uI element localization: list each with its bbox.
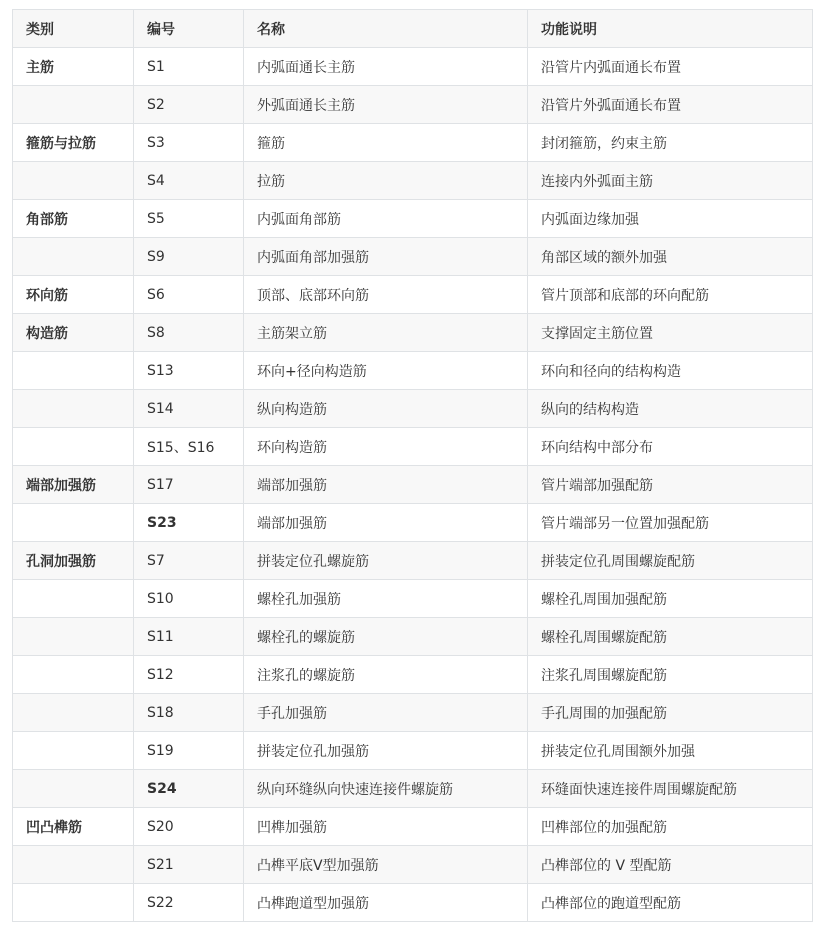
code-cell: S15、S16: [134, 428, 244, 466]
table-row: [13, 694, 813, 732]
name-cell: 环向+径向构造筋: [244, 352, 528, 390]
category-cell: 箍筋与拉筋: [13, 124, 134, 162]
description-cell: 连接内外弧面主筋: [528, 162, 813, 200]
table-row: [13, 884, 813, 922]
table-row: [13, 732, 813, 770]
description-cell: 螺栓孔周围螺旋配筋: [528, 618, 813, 656]
table-row: [13, 770, 813, 808]
name-cell: 注浆孔的螺旋筋: [244, 656, 528, 694]
name-cell: 内弧面角部筋: [244, 200, 528, 238]
code-cell: S14: [134, 390, 244, 428]
table-row: [13, 466, 813, 504]
name-cell: 凸榫平底V型加强筋: [244, 846, 528, 884]
name-cell: 端部加强筋: [244, 504, 528, 542]
description-cell: 管片端部加强配筋: [528, 466, 813, 504]
name-cell: 螺栓孔的螺旋筋: [244, 618, 528, 656]
description-cell: 注浆孔周围螺旋配筋: [528, 656, 813, 694]
category-cell: [13, 580, 134, 618]
description-cell: 封闭箍筋，约束主筋: [528, 124, 813, 162]
name-cell: 纵向环缝纵向快速连接件螺旋筋: [244, 770, 528, 808]
category-cell: [13, 504, 134, 542]
category-cell: [13, 162, 134, 200]
name-cell: 拼装定位孔螺旋筋: [244, 542, 528, 580]
header-name: 名称: [244, 10, 528, 48]
name-cell: 内弧面通长主筋: [244, 48, 528, 86]
code-cell: S5: [134, 200, 244, 238]
code-cell: S2: [134, 86, 244, 124]
code-cell: S13: [134, 352, 244, 390]
code-cell: S21: [134, 846, 244, 884]
table-header: [13, 10, 813, 48]
code-cell: S18: [134, 694, 244, 732]
name-cell: 主筋架立筋: [244, 314, 528, 352]
name-cell: 手孔加强筋: [244, 694, 528, 732]
table-row: [13, 276, 813, 314]
category-cell: [13, 884, 134, 922]
category-cell: [13, 428, 134, 466]
table-row: [13, 314, 813, 352]
category-cell: [13, 770, 134, 808]
description-cell: 角部区域的额外加强: [528, 238, 813, 276]
category-cell: [13, 86, 134, 124]
name-cell: 螺栓孔加强筋: [244, 580, 528, 618]
description-cell: 内弧面边缘加强: [528, 200, 813, 238]
code-cell: S3: [134, 124, 244, 162]
code-cell: S4: [134, 162, 244, 200]
table-row: [13, 162, 813, 200]
name-cell: 凸榫跑道型加强筋: [244, 884, 528, 922]
description-cell: 环向结构中部分布: [528, 428, 813, 466]
code-cell: S10: [134, 580, 244, 618]
table-row: [13, 618, 813, 656]
category-cell: 构造筋: [13, 314, 134, 352]
rebar-table-container: [12, 9, 812, 922]
description-cell: 凸榫部位的 V 型配筋: [528, 846, 813, 884]
category-cell: 端部加强筋: [13, 466, 134, 504]
name-cell: 凹榫加强筋: [244, 808, 528, 846]
code-cell: S23: [134, 504, 244, 542]
category-cell: 角部筋: [13, 200, 134, 238]
category-cell: [13, 846, 134, 884]
code-cell: S12: [134, 656, 244, 694]
table-row: [13, 846, 813, 884]
description-cell: 手孔周围的加强配筋: [528, 694, 813, 732]
table-row: [13, 580, 813, 618]
description-cell: 环缝面快速连接件周围螺旋配筋: [528, 770, 813, 808]
name-cell: 箍筋: [244, 124, 528, 162]
description-cell: 沿管片内弧面通长布置: [528, 48, 813, 86]
code-cell: S11: [134, 618, 244, 656]
description-cell: 管片顶部和底部的环向配筋: [528, 276, 813, 314]
header-category: 类别: [13, 10, 134, 48]
code-cell: S1: [134, 48, 244, 86]
rebar-classification-table: [12, 9, 813, 922]
category-cell: [13, 656, 134, 694]
category-cell: 孔洞加强筋: [13, 542, 134, 580]
code-cell: S20: [134, 808, 244, 846]
code-cell: S17: [134, 466, 244, 504]
code-cell: S7: [134, 542, 244, 580]
name-cell: 外弧面通长主筋: [244, 86, 528, 124]
code-cell: S19: [134, 732, 244, 770]
table-row: [13, 504, 813, 542]
category-cell: [13, 390, 134, 428]
category-cell: [13, 238, 134, 276]
table-row: [13, 542, 813, 580]
table-row: [13, 656, 813, 694]
table-row: [13, 124, 813, 162]
table-row: [13, 428, 813, 466]
header-row: [13, 10, 813, 48]
category-cell: 环向筋: [13, 276, 134, 314]
description-cell: 环向和径向的结构构造: [528, 352, 813, 390]
table-row: [13, 390, 813, 428]
description-cell: 拼装定位孔周围螺旋配筋: [528, 542, 813, 580]
name-cell: 拉筋: [244, 162, 528, 200]
code-cell: S8: [134, 314, 244, 352]
name-cell: 端部加强筋: [244, 466, 528, 504]
table-row: [13, 48, 813, 86]
header-description: 功能说明: [528, 10, 813, 48]
description-cell: 螺栓孔周围加强配筋: [528, 580, 813, 618]
category-cell: 凹凸榫筋: [13, 808, 134, 846]
description-cell: 凹榫部位的加强配筋: [528, 808, 813, 846]
description-cell: 管片端部另一位置加强配筋: [528, 504, 813, 542]
table-body: [13, 48, 813, 922]
name-cell: 顶部、底部环向筋: [244, 276, 528, 314]
category-cell: [13, 732, 134, 770]
description-cell: 纵向的结构构造: [528, 390, 813, 428]
description-cell: 支撑固定主筋位置: [528, 314, 813, 352]
table-row: [13, 200, 813, 238]
name-cell: 环向构造筋: [244, 428, 528, 466]
name-cell: 内弧面角部加强筋: [244, 238, 528, 276]
table-row: [13, 352, 813, 390]
description-cell: 沿管片外弧面通长布置: [528, 86, 813, 124]
code-cell: S24: [134, 770, 244, 808]
category-cell: [13, 352, 134, 390]
table-row: [13, 86, 813, 124]
code-cell: S6: [134, 276, 244, 314]
category-cell: [13, 618, 134, 656]
table-row: [13, 808, 813, 846]
table-row: [13, 238, 813, 276]
code-cell: S22: [134, 884, 244, 922]
code-cell: S9: [134, 238, 244, 276]
category-cell: [13, 694, 134, 732]
name-cell: 纵向构造筋: [244, 390, 528, 428]
description-cell: 凸榫部位的跑道型配筋: [528, 884, 813, 922]
description-cell: 拼装定位孔周围额外加强: [528, 732, 813, 770]
name-cell: 拼装定位孔加强筋: [244, 732, 528, 770]
header-code: 编号: [134, 10, 244, 48]
category-cell: 主筋: [13, 48, 134, 86]
